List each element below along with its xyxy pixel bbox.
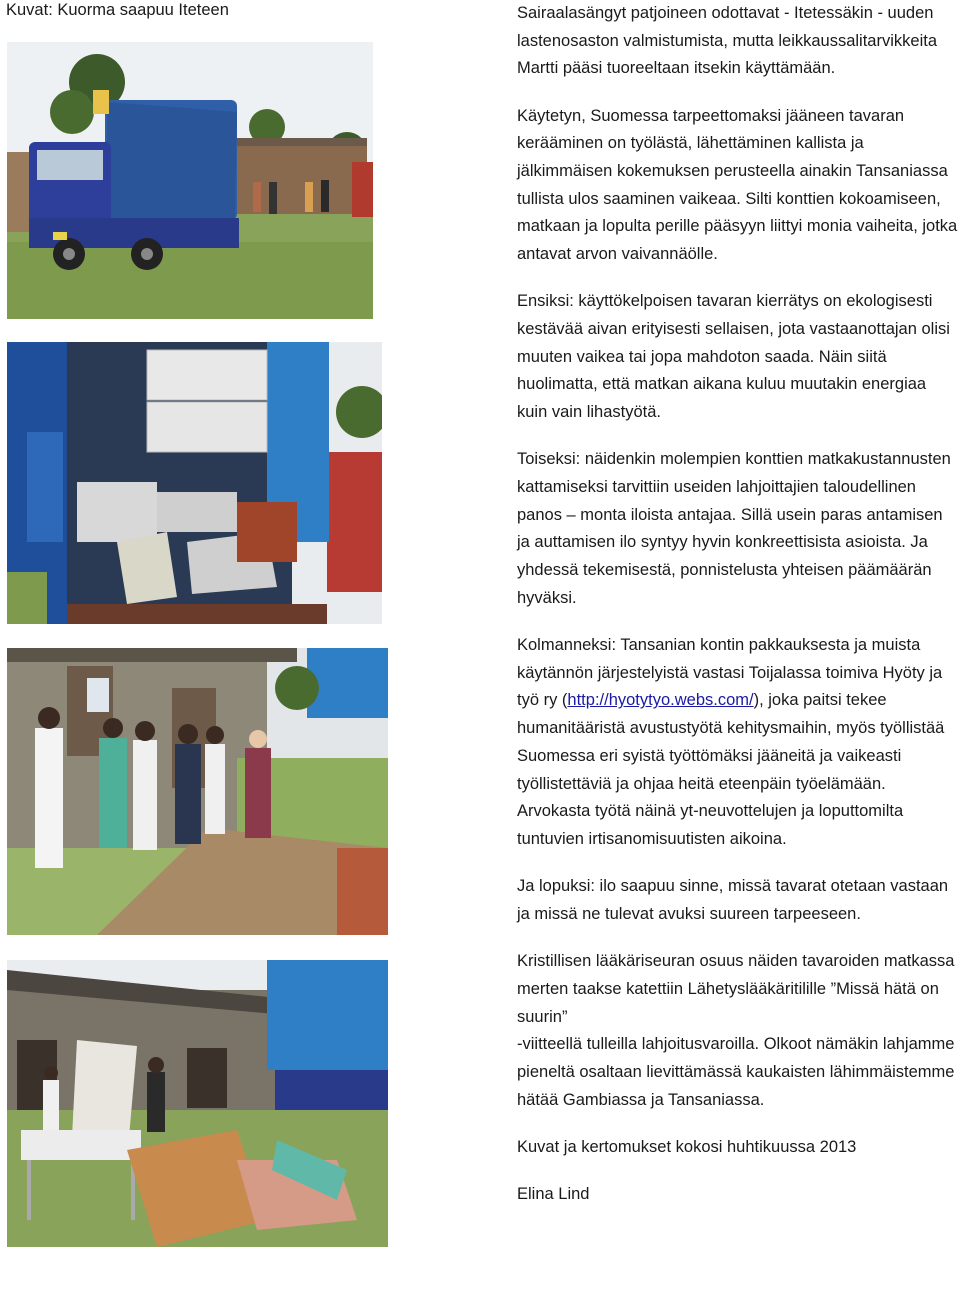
paragraph-finally: Ja lopuksi: ilo saapuu sinne, missä tavarat otetaan vastaan ja missä ne tulevat avuksi suureen tarpeeseen. (517, 877, 949, 923)
hyotytyo-link[interactable]: http://hyotytyo.webs.com/ (567, 691, 754, 710)
paragraph-donation-line1: Kristillisen lääkäriseuran osuus näiden tavaroiden matkassa merten taakse katettiin Lähetyslääkäritilille ”Missä hätä on suurin” (517, 952, 955, 1026)
paragraph-collection: Käytetyn, Suomessa tarpeettomaksi jääneen tavaran kerääminen on työlästä, lähettäminen kallista ja jälkimmäisen kokemuksen perusteella ainakin Tansaniassa tullista ulos saaminen vaikeaa. Silti konttien kokoamiseen, matkaan ja lopulta perille pääsyyn liittyi monia vaiheita, jotka antavat arvon vaivannäölle. (517, 106, 958, 264)
staff-gathering-photo (7, 648, 388, 935)
paragraph-third-reason (517, 632, 960, 854)
author-signature: Elina Lind (517, 1185, 590, 1204)
article-text (517, 0, 960, 1209)
paragraph-second-reason: Toiseksi: näidenkin molempien konttien matkakustannusten kattamiseksi tarvittiin useiden lahjoittajien taloudellinen panos – monta iloista antajaa. Sillä usein paras antamisen ja auttamisen ilo syntyy hyvin konkreettisista asioista. Ja yhdessä tekemisestä, ponnistelusta yhteisen päämäärän hyväksi. (517, 450, 951, 607)
paragraph-credits: Kuvat ja kertomukset kokosi huhtikuussa 2013 (517, 1137, 857, 1156)
truck-arrival-photo (7, 42, 373, 319)
paragraph-first-reason: Ensiksi: käyttökelpoisen tavaran kierrätys on ekologisesti kestävää aivan erityisesti sellaisen, jota vastaanottajan olisi muuten vaikea tai jopa mahdoton saada. Näin siitä huolimatta, että matkan aikana kuluu muutakin energiaa kuin vain lihastyötä. (517, 292, 950, 422)
paragraph-donation-line2: -viitteellä tulleilla lahjoitusvaroilla. Olkoot nämäkin lahjamme pieneltä osaltaan lievittämässä kaukaisten lähimmäistemme hätää Gambiassa ja Tansaniassa. (517, 1035, 955, 1109)
paragraph-delivery: Sairaalasängyt patjoineen odottavat - Itetessäkin - uuden lastenosaston valmistumista, mutta leikkaussalitarvikkeita Martti pääsi tuoreeltaan itsekin käyttämään. (517, 4, 938, 78)
third-reason-text-start: Kolmanneksi: Tansanian kontin pakkauksesta ja muista käytännön järjestelyistä vastasi Toijalassa toimiva Hyöty ja työ ry ( (517, 636, 943, 710)
container-cargo-photo (7, 342, 382, 624)
photo-caption: Kuvat: Kuorma saapuu Iteteen (6, 1, 229, 19)
unloaded-equipment-photo (7, 960, 388, 1247)
third-reason-text-end: ), joka paitsi tekee humanitääristä avustustyötä kehitysmaihin, myös työllistää Suomessa eri syistä työttömäksi jääneitä ja vaikeasti työllistettäviä ja ohjaa heitä eteenpäin työelämään. Arvokasta työtä näinä yt-neuvottelujen ja loputtomilta tuntuvien irtisanomisuutisten aikoina. (517, 691, 945, 848)
